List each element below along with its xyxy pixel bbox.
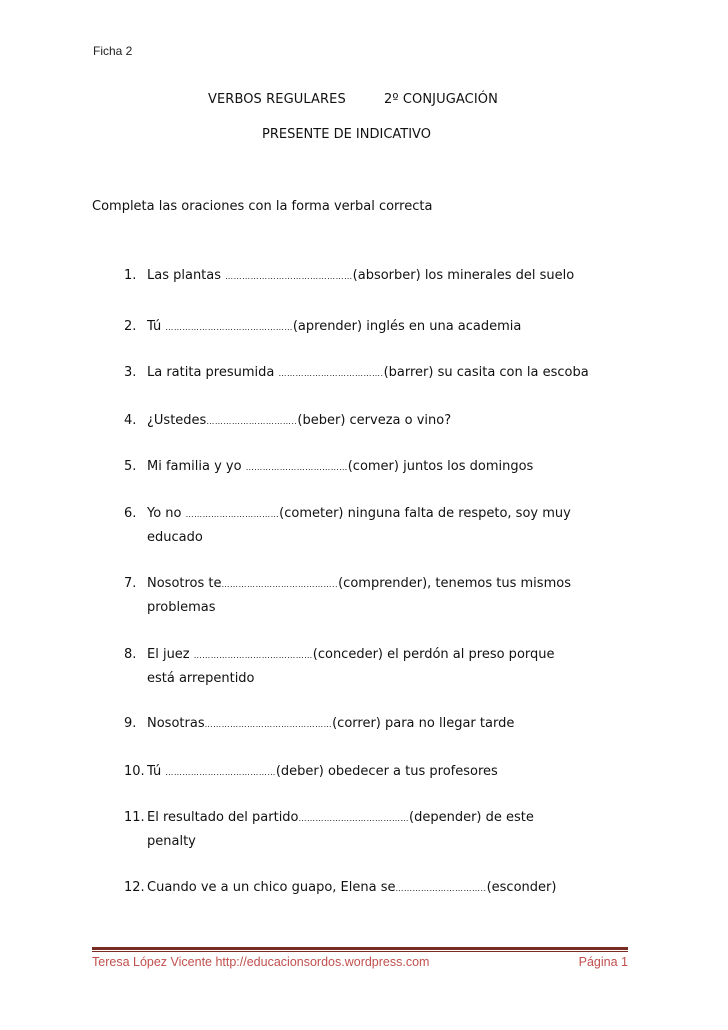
- answer-blank[interactable]: ………………………………………: [204, 720, 333, 729]
- title-main: VERBOS REGULARES: [208, 92, 346, 107]
- exercise-text-before: El juez: [147, 647, 194, 662]
- exercise-text-after: (correr) para no llegar tarde: [332, 716, 515, 731]
- exercise-text-after: (aprender) inglés en una academia: [292, 319, 522, 334]
- exercise-text-after: (conceder) el perdón al preso porque: [312, 647, 555, 662]
- exercise-item: [124, 712, 514, 736]
- exercise-item: [124, 315, 521, 339]
- exercise-text-before: Cuando ve a un chico guapo, Elena se: [147, 880, 396, 895]
- exercise-item: [124, 502, 571, 549]
- exercise-continuation: educado: [147, 530, 203, 545]
- exercise-text-after: (beber) cerveza o vino?: [297, 413, 452, 428]
- exercise-text-before: Las plantas: [147, 268, 226, 283]
- exercise-number: 3.: [124, 365, 137, 380]
- exercise-text-after: (comprender), tenemos tus mismos: [338, 576, 571, 591]
- exercise-number: 9.: [124, 716, 137, 731]
- answer-blank[interactable]: ………………………………………: [225, 272, 353, 281]
- exercise-text-before: ¿Ustedes: [147, 413, 207, 428]
- answer-blank[interactable]: ……………………………………: [193, 651, 313, 660]
- exercise-text-after: (esconder): [486, 880, 557, 895]
- exercise-text-before: Nosotros te: [147, 576, 222, 591]
- exercise-item: [124, 409, 451, 433]
- answer-blank[interactable]: ………………………………………: [165, 323, 293, 332]
- exercise-text-after: (cometer) ninguna falta de respeto, soy muy: [279, 506, 571, 521]
- exercise-text-before: Tú: [147, 319, 166, 334]
- title-conjugation: 2º CONJUGACIÓN: [384, 92, 498, 107]
- exercise-text-after: (comer) juntos los domingos: [347, 459, 534, 474]
- exercise-number: 7.: [124, 576, 137, 591]
- exercise-text-after: (absorber) los minerales del suelo: [352, 268, 575, 283]
- exercise-item: [124, 361, 589, 385]
- exercise-number: 1.: [124, 268, 137, 283]
- footer-page-number: Página 1: [578, 955, 628, 969]
- exercise-text-before: Yo no: [147, 506, 186, 521]
- answer-blank[interactable]: ……………………………….: [278, 369, 384, 378]
- answer-blank[interactable]: …………………………………: [165, 768, 276, 777]
- subtitle: PRESENTE DE INDICATIVO: [262, 127, 431, 142]
- exercise-item: [124, 455, 533, 479]
- exercise-item: [124, 643, 555, 690]
- exercise-number: 8.: [124, 647, 137, 662]
- exercise-number: 11.: [124, 810, 145, 825]
- answer-blank[interactable]: …………………………………..: [221, 580, 339, 589]
- exercise-continuation: está arrepentido: [147, 671, 255, 686]
- exercise-continuation: penalty: [147, 834, 196, 849]
- footer-divider-thin: [92, 951, 628, 952]
- exercise-text-before: Nosotras: [147, 716, 205, 731]
- answer-blank[interactable]: …………………………..: [206, 417, 298, 426]
- exercise-continuation: problemas: [147, 600, 216, 615]
- exercise-number: 10.: [124, 764, 145, 779]
- exercise-number: 2.: [124, 319, 137, 334]
- exercise-item: [124, 264, 574, 288]
- answer-blank[interactable]: ……………………………: [185, 510, 280, 519]
- exercise-number: 12.: [124, 880, 145, 895]
- exercise-number: 4.: [124, 413, 137, 428]
- exercise-text-before: El resultado del partido: [147, 810, 299, 825]
- answer-blank[interactable]: ………………………………: [245, 463, 348, 472]
- sheet-header-label: Ficha 2: [93, 44, 133, 58]
- exercise-text-before: Tú: [147, 764, 166, 779]
- exercise-item: [124, 806, 534, 853]
- exercise-item: [124, 876, 556, 900]
- instruction-text: Completa las oraciones con la forma verbal correcta: [92, 199, 433, 214]
- footer-divider: [92, 947, 628, 950]
- exercise-text-after: (deber) obedecer a tus profesores: [275, 764, 498, 779]
- answer-blank[interactable]: …………………………..: [395, 884, 487, 893]
- exercise-text-before: Mi familia y yo: [147, 459, 246, 474]
- exercise-item: [124, 572, 571, 619]
- answer-blank[interactable]: …………………………………: [298, 814, 410, 823]
- exercise-number: 5.: [124, 459, 137, 474]
- exercise-text-before: La ratita presumida: [147, 365, 279, 380]
- exercise-number: 6.: [124, 506, 137, 521]
- exercise-text-after: (depender) de este: [409, 810, 534, 825]
- footer-author-url: Teresa López Vicente http://educacionsordos.wordpress.com: [92, 955, 430, 969]
- exercise-text-after: (barrer) su casita con la escoba: [383, 365, 589, 380]
- exercise-item: [124, 760, 498, 784]
